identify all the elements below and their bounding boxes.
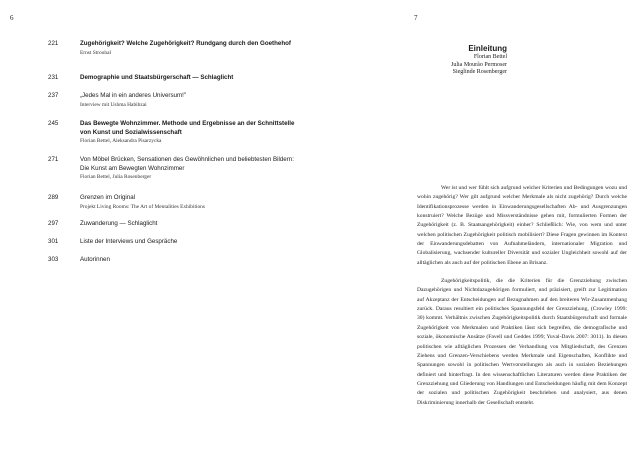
toc-author: Florian Bettel, Aleksandra Pisarzycka bbox=[80, 138, 162, 144]
toc-author: Projekt Living Rooms: The Art of Mentalities Exhibitions bbox=[80, 203, 205, 210]
toc-page-number: 301 bbox=[48, 238, 59, 245]
toc-title: Autorinnen bbox=[80, 256, 110, 263]
toc-page-number: 271 bbox=[48, 156, 59, 163]
toc-entry-body bbox=[80, 194, 300, 211]
toc-page-number: 289 bbox=[48, 194, 59, 201]
toc-author: Florian Bettel, Julia Rosenberger bbox=[80, 174, 152, 180]
toc-title: „Jedes Mal in ein anderes Universum!" bbox=[80, 92, 187, 99]
toc-entry-body bbox=[80, 92, 300, 109]
toc-author: Ernst Strouhal bbox=[80, 49, 111, 56]
body-paragraph: Wer ist und wer fühlt sich aufgrund welcher Kriterien und Bedingungen wozu und wohin zugehörig? Wer gilt aufgrund welcher Merkmale als nicht zugehörig? Durch welche Identifikationsprozesse werden in Einwanderungsgesellschaften Ab- und Ausgrenzungen konstruiert? Welche Bezüge und Missverständnisse gehen mit, formulierten Formen der Zugehörigkeit (z. B. Staatsangehörigkeit) einher? Schließlich: Wie, von wem und unter welchen politischen Zugehörigkeit politisch mobilisiert? Diese Fragen gewinnen im Kontext der Einwanderungsdebatten von Aufnahmeländern, internationaler Migration und Globalisierung, wachsender kultureller Diversität und sozialer Ungleichheit sowohl auf der alltäglichen als auch auf der politischen Ebene an Brisanz. bbox=[417, 185, 627, 266]
toc-entry-body bbox=[80, 40, 300, 57]
toc-title: Zugehörigkeit? Welche Zugehörigkeit? Rundgang durch den Goethehof bbox=[80, 40, 291, 47]
toc-title: Von Möbel Brücken, Sensationen des Gewöhnlichen und beliebtesten Bildern: Die Kunst am Bewegten Wohnzimmer bbox=[80, 156, 294, 172]
toc-entry-body bbox=[80, 74, 300, 83]
intro-author: Florian Bettel bbox=[473, 54, 507, 60]
introduction-body bbox=[417, 184, 627, 408]
introduction-title: Einleitung bbox=[468, 44, 507, 53]
toc-author: Interview mit Ushma Habibzai bbox=[80, 101, 147, 108]
intro-author: Sieglinde Rosenberger bbox=[452, 69, 507, 75]
page-number-left: 6 bbox=[10, 14, 14, 22]
toc-page-number: 245 bbox=[48, 120, 59, 127]
toc-title: Zuwanderung — Schlaglicht bbox=[80, 220, 158, 227]
toc-entry-body bbox=[80, 220, 300, 229]
toc-entry-body bbox=[80, 256, 300, 265]
toc-title: Liste der Interviews und Gespräche bbox=[80, 238, 178, 245]
toc-entry-body bbox=[80, 120, 300, 145]
toc-entry-body bbox=[80, 238, 300, 247]
toc-page-number: 303 bbox=[48, 256, 59, 263]
toc-page-number: 297 bbox=[48, 220, 59, 227]
toc-title: Demographie und Staatsbürgerschaft — Schlaglicht bbox=[80, 74, 234, 81]
toc-title: Grenzen im Original bbox=[80, 194, 136, 201]
toc-page-number: 231 bbox=[48, 74, 59, 81]
introduction-heading-block bbox=[417, 44, 507, 77]
toc-title: Das Bewegte Wohnzimmer. Methode und Ergebnisse an der Schnittstelle von Kunst und Sozialwissenschaft bbox=[80, 120, 295, 136]
page-number-right: 7 bbox=[414, 14, 418, 22]
body-paragraph: Zugehörigkeitspolitik, die die Kriterien für die Grenzziehung zwischen Dazugehörigen und Nichtdazugehörigen formuliert, und präzisiert, greift zur Legitimation auf Akzeptanz der Entscheidungen auf Bezugnahmen auf den breiteren Wir-Zusammenhang zurück. Daraus resultiert ein politisches Spannungsfeld der Grenzziehung, (Crowley 1999: 30) kommt. Verhältnis zwischen Zugehörigkeitspolitik durch Staatsbürgerschaft und formale Zugehörigkeit von Merkmalen und Praktiken lässt sich begreifen, die demografische und soziale, ökonomische Ansätze (Favell und Geddes 1999; Yuval-Davis 2007: 3011). In diesen politischen wie alltäglichen Prozessen der Verhandlung von Mitgliedschaft, des Grenzen Ziehens und Grenzen-Verschiebens werden Merkmale und Eigenschaften, Konflikte und Spannungen sowohl in politischen Wertvorstellungen als auch in sozialen Beziehungen definiert und hinterfragt. In den wissenschaftlichen Literaturen werden diese Praktiken der Grenzziehung und Gliederung von Handlungen und Entscheidungen häufig mit dem Konzept der sozialen und politischen Zugehörigkeit beschrieben und analysiert, aus denen Diskriminierung innerhalb der Gesellschaft entsteht. bbox=[417, 278, 627, 406]
intro-author: Julia Mourão Permoser bbox=[451, 61, 507, 68]
toc-page-number: 221 bbox=[48, 40, 59, 47]
toc-page-number: 237 bbox=[48, 92, 59, 99]
toc-entry-body bbox=[80, 156, 300, 181]
